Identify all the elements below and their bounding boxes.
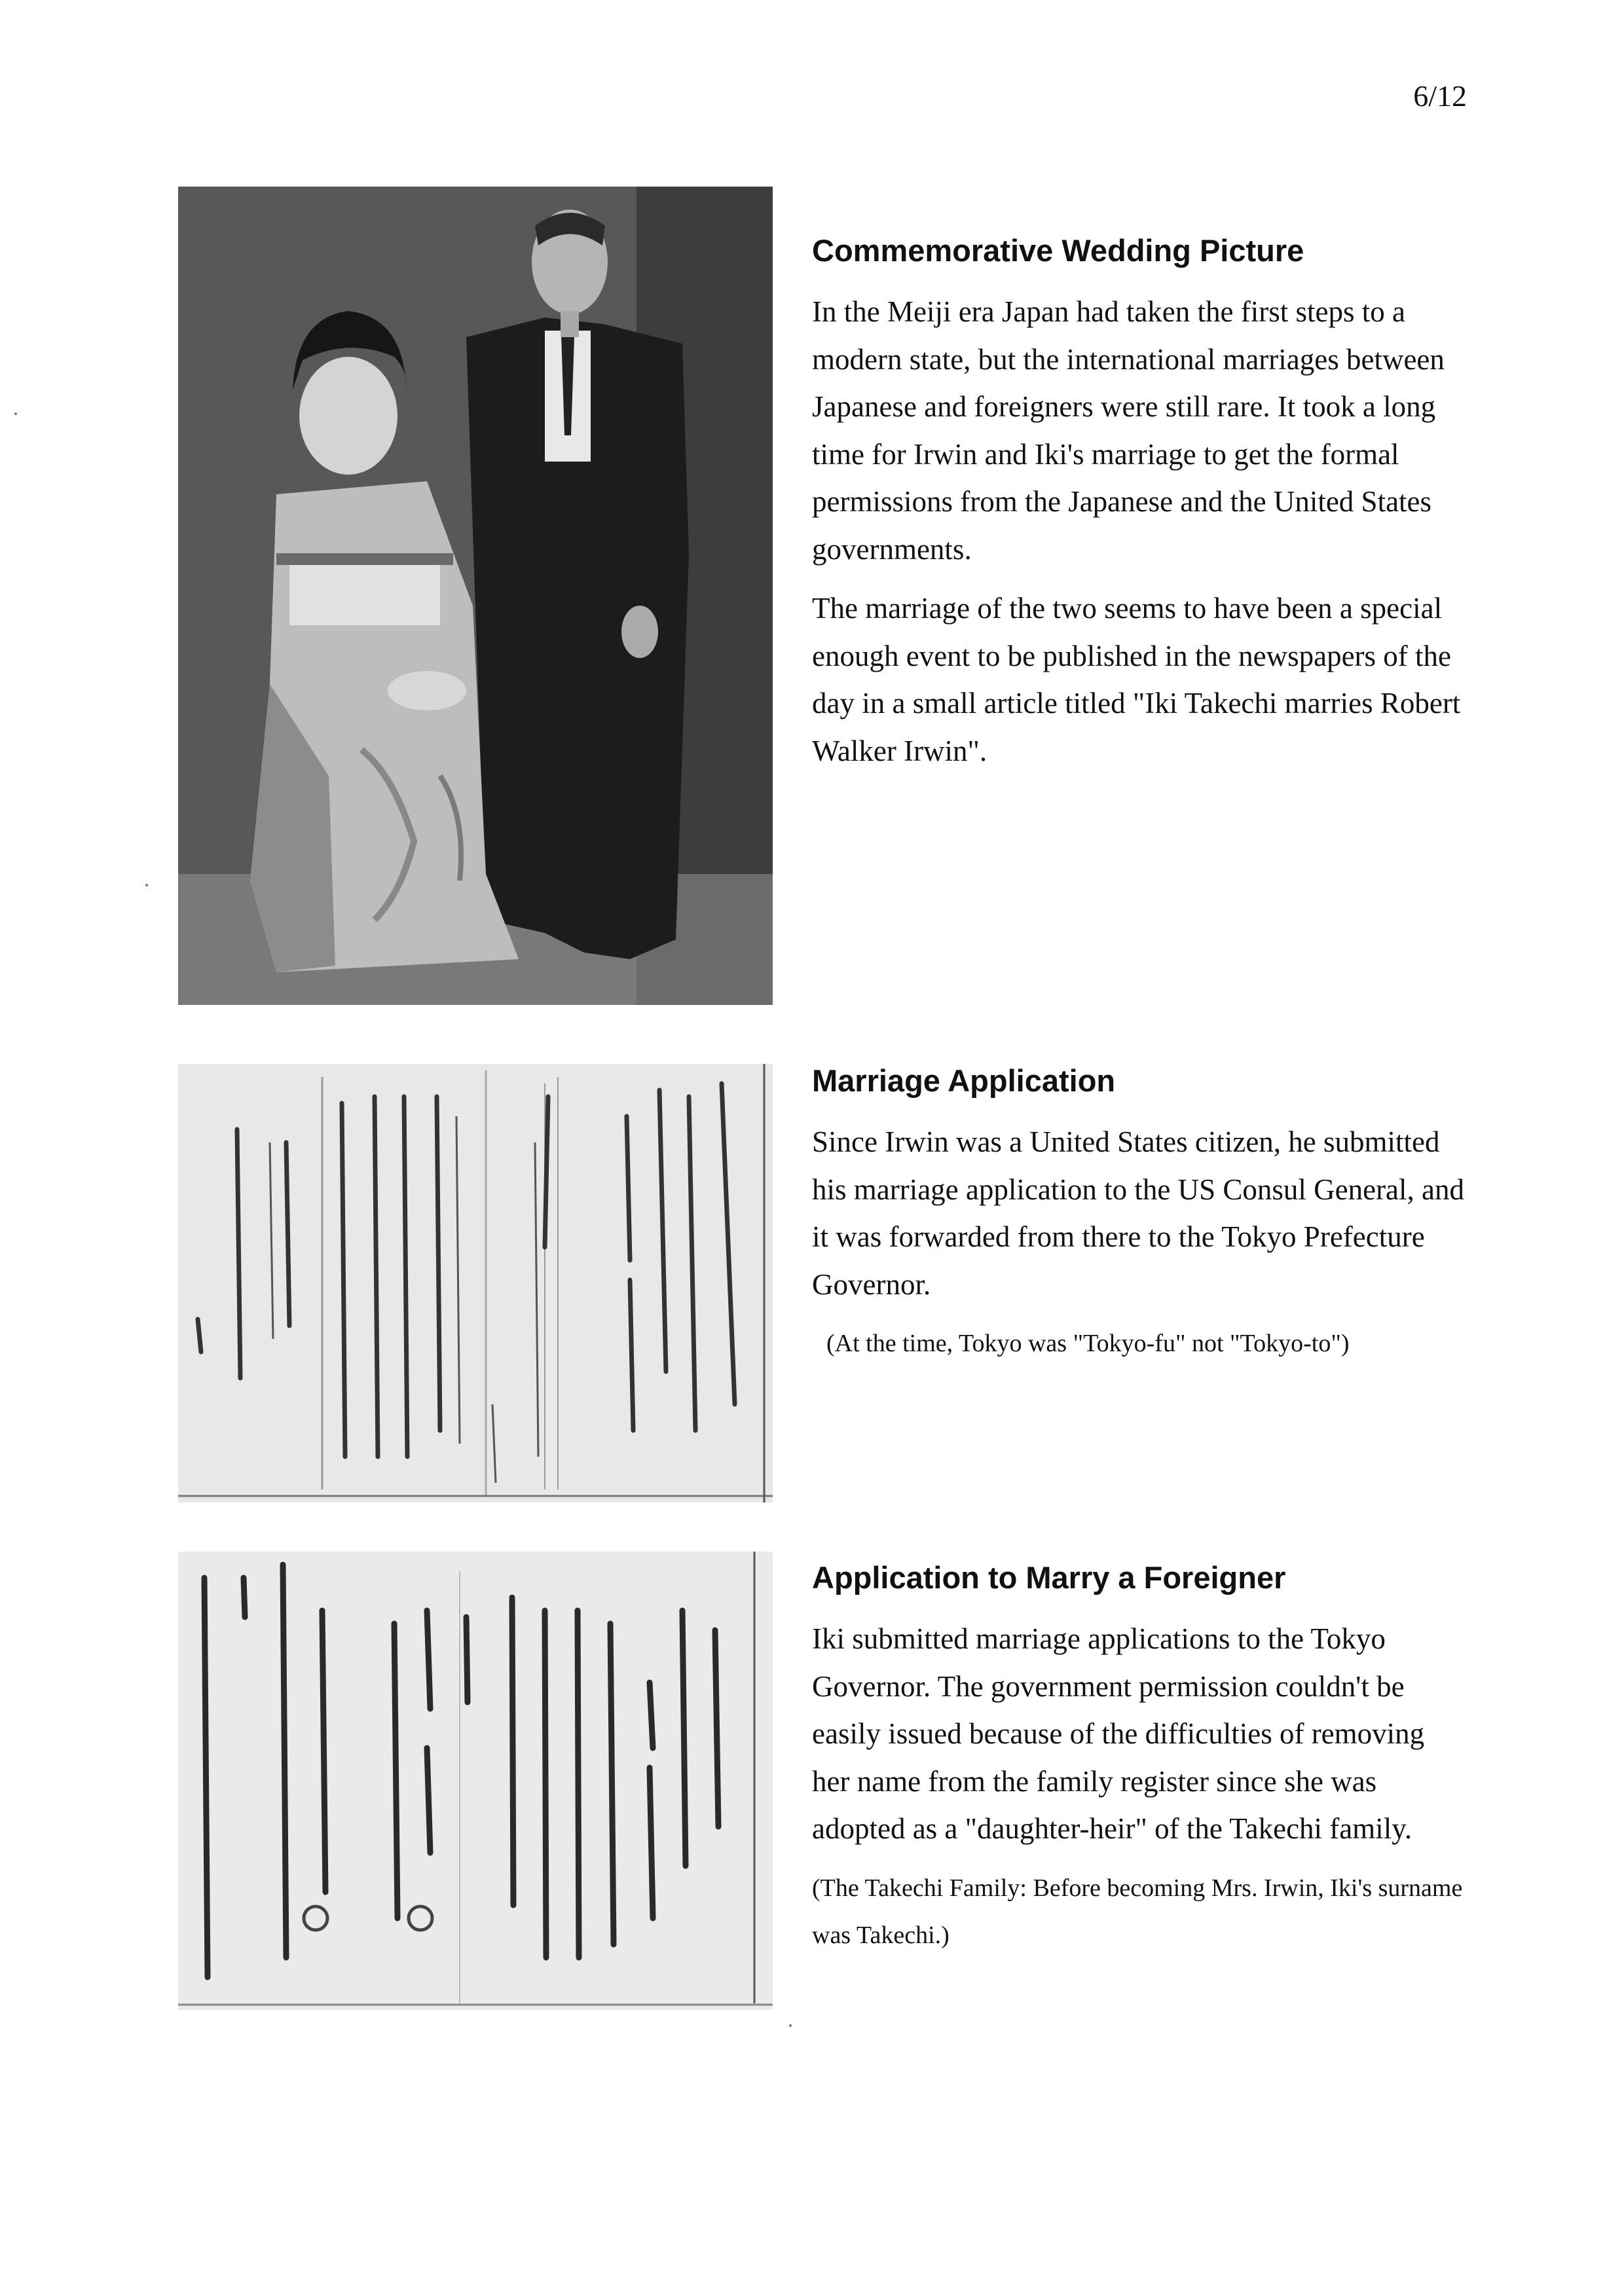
section-heading: Application to Marry a Foreigner <box>812 1560 1286 1595</box>
section-wedding-picture <box>812 232 1467 786</box>
foreigner-application-document <box>178 1552 773 2010</box>
section-paragraph: Iki submitted marriage applications to the Tokyo Governor. The government permission couldn't be easily issued because of the difficulties of removing her name from the family register since she was adopted as a "daughter-heir" of the Takechi family. <box>812 1622 1425 1845</box>
page-number: 6/12 <box>1413 79 1467 113</box>
section-note: (At the time, Tokyo was "Tokyo-fu" not "Tokyo-to") <box>826 1330 1350 1357</box>
section-marriage-application <box>812 1063 1467 1367</box>
section-heading: Marriage Application <box>812 1063 1116 1098</box>
scan-speck <box>14 412 17 415</box>
section-heading: Commemorative Wedding Picture <box>812 233 1304 268</box>
section-note: (The Takechi Family: Before becoming Mrs. Irwin, Iki's surname was Takechi.) <box>812 1874 1463 1949</box>
scan-speck <box>789 2024 792 2027</box>
scan-speck <box>145 884 148 886</box>
section-foreigner-application <box>812 1559 1467 1959</box>
section-paragraph: The marriage of the two seems to have been a special enough event to be published in the newspapers of the day in a small article titled "Iki Takechi marries Robert Walker Irwin". <box>812 592 1461 767</box>
marriage-application-document <box>178 1064 773 1503</box>
section-paragraph: Since Irwin was a United States citizen, he submitted his marriage application to the US Consul General, and it was forwarded from there to the Tokyo Prefecture Governor. <box>812 1125 1464 1301</box>
wedding-photograph <box>178 187 773 1005</box>
section-paragraph: In the Meiji era Japan had taken the first steps to a modern state, but the international marriages between Japanese and foreigners were still rare. It took a long time for Irwin and Iki's marriage to get the formal permissions from the Japanese and the United States governments. <box>812 295 1445 566</box>
